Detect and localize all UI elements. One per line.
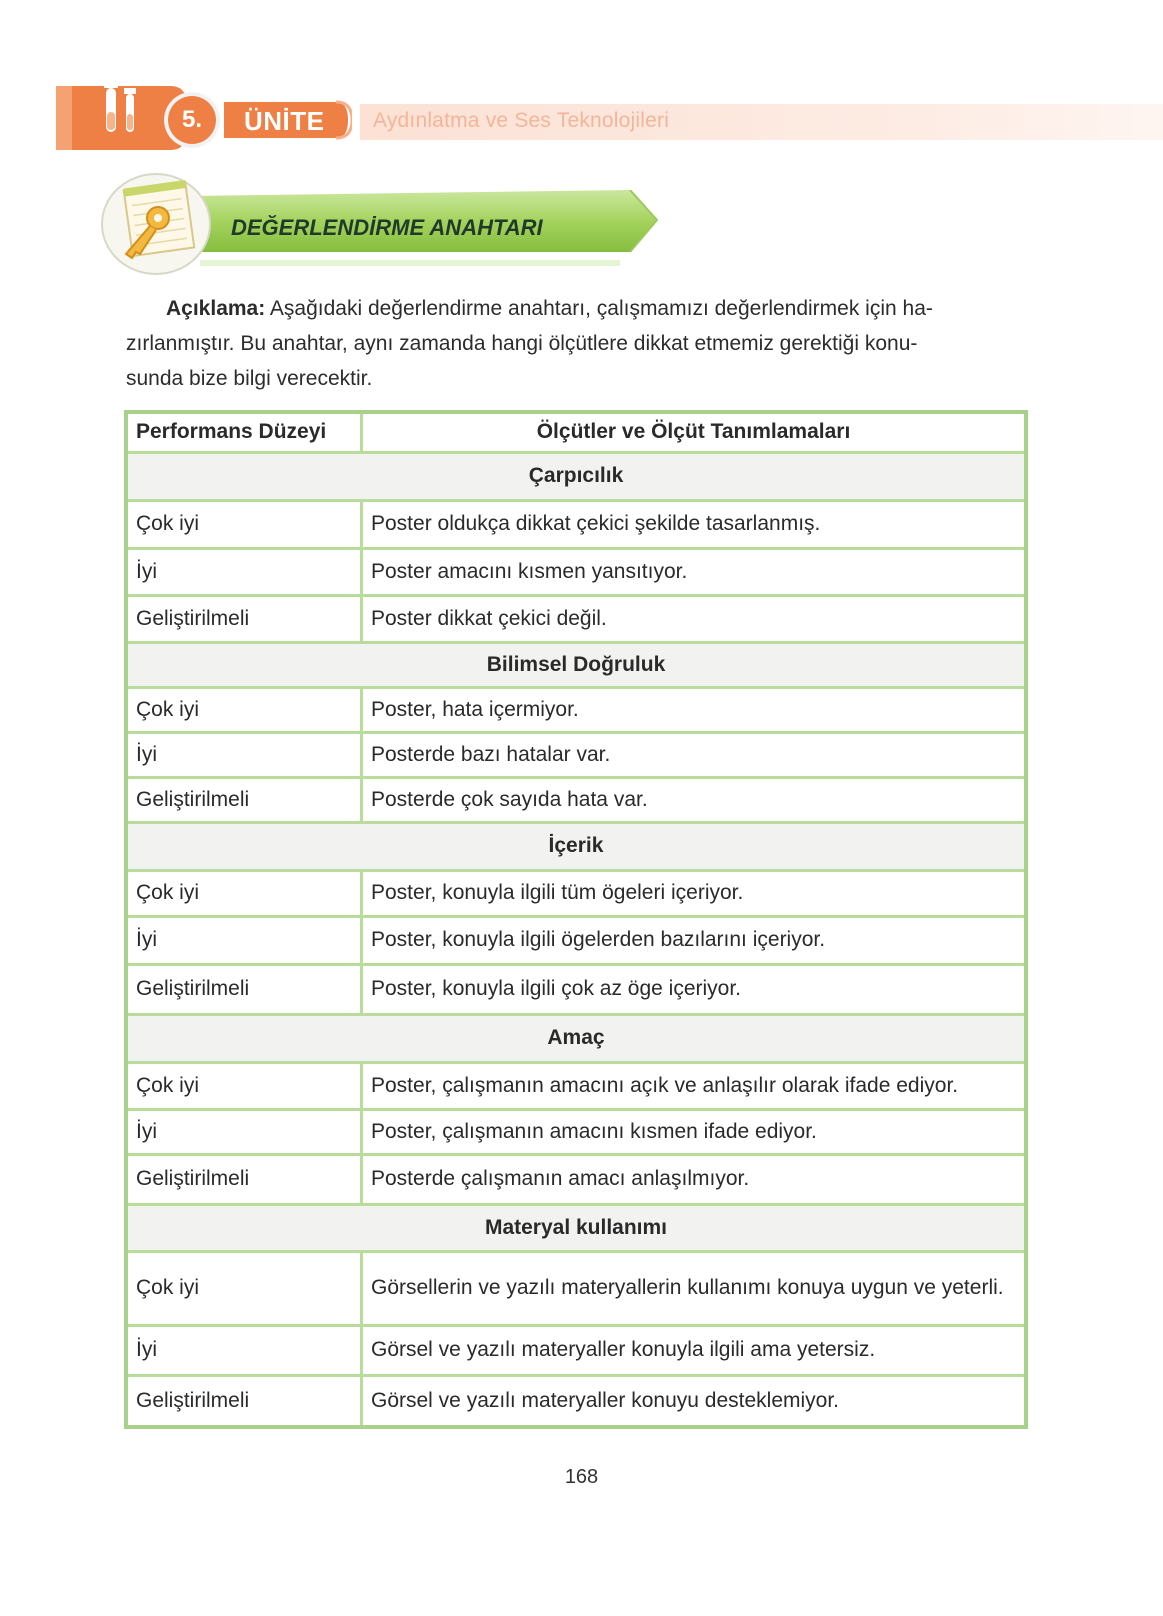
level-cell: Çok iyi	[126, 687, 362, 732]
description-cell: Poster amacını kısmen yansıtıyor.	[362, 548, 1027, 595]
section-title-amac: Amaç	[126, 1014, 1026, 1062]
level-cell: İyi	[126, 1325, 362, 1375]
level-cell: Geliştirilmeli	[126, 1375, 362, 1427]
description-cell: Görsellerin ve yazılı materyallerin kullanımı konuya uygun ve yeterli.	[362, 1251, 1027, 1325]
unit-number: 5.	[181, 106, 202, 133]
section-title: DEĞERLENDİRME ANAHTARI	[231, 215, 543, 240]
table-row	[126, 916, 1026, 964]
level-cell: İyi	[126, 916, 362, 964]
table-row	[126, 964, 1026, 1014]
description-cell: Poster, hata içermiyor.	[362, 687, 1027, 732]
description-cell: Posterde bazı hatalar var.	[362, 732, 1027, 777]
level-cell: Geliştirilmeli	[126, 595, 362, 642]
table-row	[126, 732, 1026, 777]
section-title-carpicilik: Çarpıcılık	[126, 452, 1026, 500]
key-notepad-icon	[100, 172, 218, 278]
description-cell: Poster, çalışmanın amacını kısmen ifade ediyor.	[362, 1109, 1027, 1154]
description-cell: Posterde çalışmanın amacı anlaşılmıyor.	[362, 1154, 1027, 1204]
table-row	[126, 500, 1026, 548]
level-cell: Çok iyi	[126, 1062, 362, 1109]
level-cell: İyi	[126, 732, 362, 777]
table-row	[126, 1109, 1026, 1154]
level-cell: Çok iyi	[126, 1251, 362, 1325]
level-cell: Geliştirilmeli	[126, 777, 362, 822]
explanation-line-3: sunda bize bilgi verecektir.	[126, 367, 373, 390]
section-title-materyal-kullanimi: Materyal kullanımı	[126, 1204, 1026, 1251]
section-row	[126, 642, 1026, 687]
section-row	[126, 822, 1026, 870]
level-cell: İyi	[126, 548, 362, 595]
description-cell: Görsel ve yazılı materyaller konuyu desteklemiyor.	[362, 1375, 1027, 1427]
level-cell: Geliştirilmeli	[126, 964, 362, 1014]
table-row	[126, 548, 1026, 595]
table-row	[126, 595, 1026, 642]
section-row	[126, 452, 1026, 500]
table-row	[126, 687, 1026, 732]
unit-label: ÜNİTE	[244, 106, 325, 136]
description-cell: Poster, konuyla ilgili ögelerden bazılarını içeriyor.	[362, 916, 1027, 964]
description-cell: Poster oldukça dikkat çekici şekilde tasarlanmış.	[362, 500, 1027, 548]
explanation-line-2: zırlanmıştır. Bu anahtar, aynı zamanda hangi ölçütlere dikkat etmemiz gerektiği konu-	[126, 332, 918, 355]
explanation-lead: Açıklama:	[166, 297, 266, 320]
header-performance-level: Performans Düzeyi	[126, 412, 362, 452]
description-cell: Poster dikkat çekici değil.	[362, 595, 1027, 642]
description-cell: Poster, çalışmanın amacını açık ve anlaşılır olarak ifade ediyor.	[362, 1062, 1027, 1109]
section-title-bilimsel-dogruluk: Bilimsel Doğruluk	[126, 642, 1026, 687]
table-row	[126, 870, 1026, 916]
explanation-paragraph	[126, 291, 1026, 396]
description-cell: Görsel ve yazılı materyaller konuyla ilgili ama yetersiz.	[362, 1325, 1027, 1375]
table-header-row	[126, 412, 1026, 452]
level-cell: Çok iyi	[126, 500, 362, 548]
level-cell: Çok iyi	[126, 870, 362, 916]
description-cell: Poster, konuyla ilgili çok az öge içeriyor.	[362, 964, 1027, 1014]
table-row	[126, 1375, 1026, 1427]
table-row	[126, 1251, 1026, 1325]
section-row	[126, 1204, 1026, 1251]
page-number: 168	[564, 1466, 599, 1488]
table-row	[126, 1154, 1026, 1204]
section-row	[126, 1014, 1026, 1062]
level-cell: Geliştirilmeli	[126, 1154, 362, 1204]
unit-subject: Aydınlatma ve Ses Teknolojileri	[373, 109, 670, 132]
description-cell: Posterde çok sayıda hata var.	[362, 777, 1027, 822]
table-row	[126, 1325, 1026, 1375]
header-criteria: Ölçütler ve Ölçüt Tanımlamaları	[362, 412, 1027, 452]
level-cell: İyi	[126, 1109, 362, 1154]
table-row	[126, 1062, 1026, 1109]
table-row	[126, 777, 1026, 822]
rubric-table	[124, 410, 1028, 1429]
description-cell: Poster, konuyla ilgili tüm ögeleri içeriyor.	[362, 870, 1027, 916]
section-title-icerik: İçerik	[126, 822, 1026, 870]
explanation-line-1: Aşağıdaki değerlendirme anahtarı, çalışmamızı değerlendirmek için ha-	[265, 297, 933, 320]
